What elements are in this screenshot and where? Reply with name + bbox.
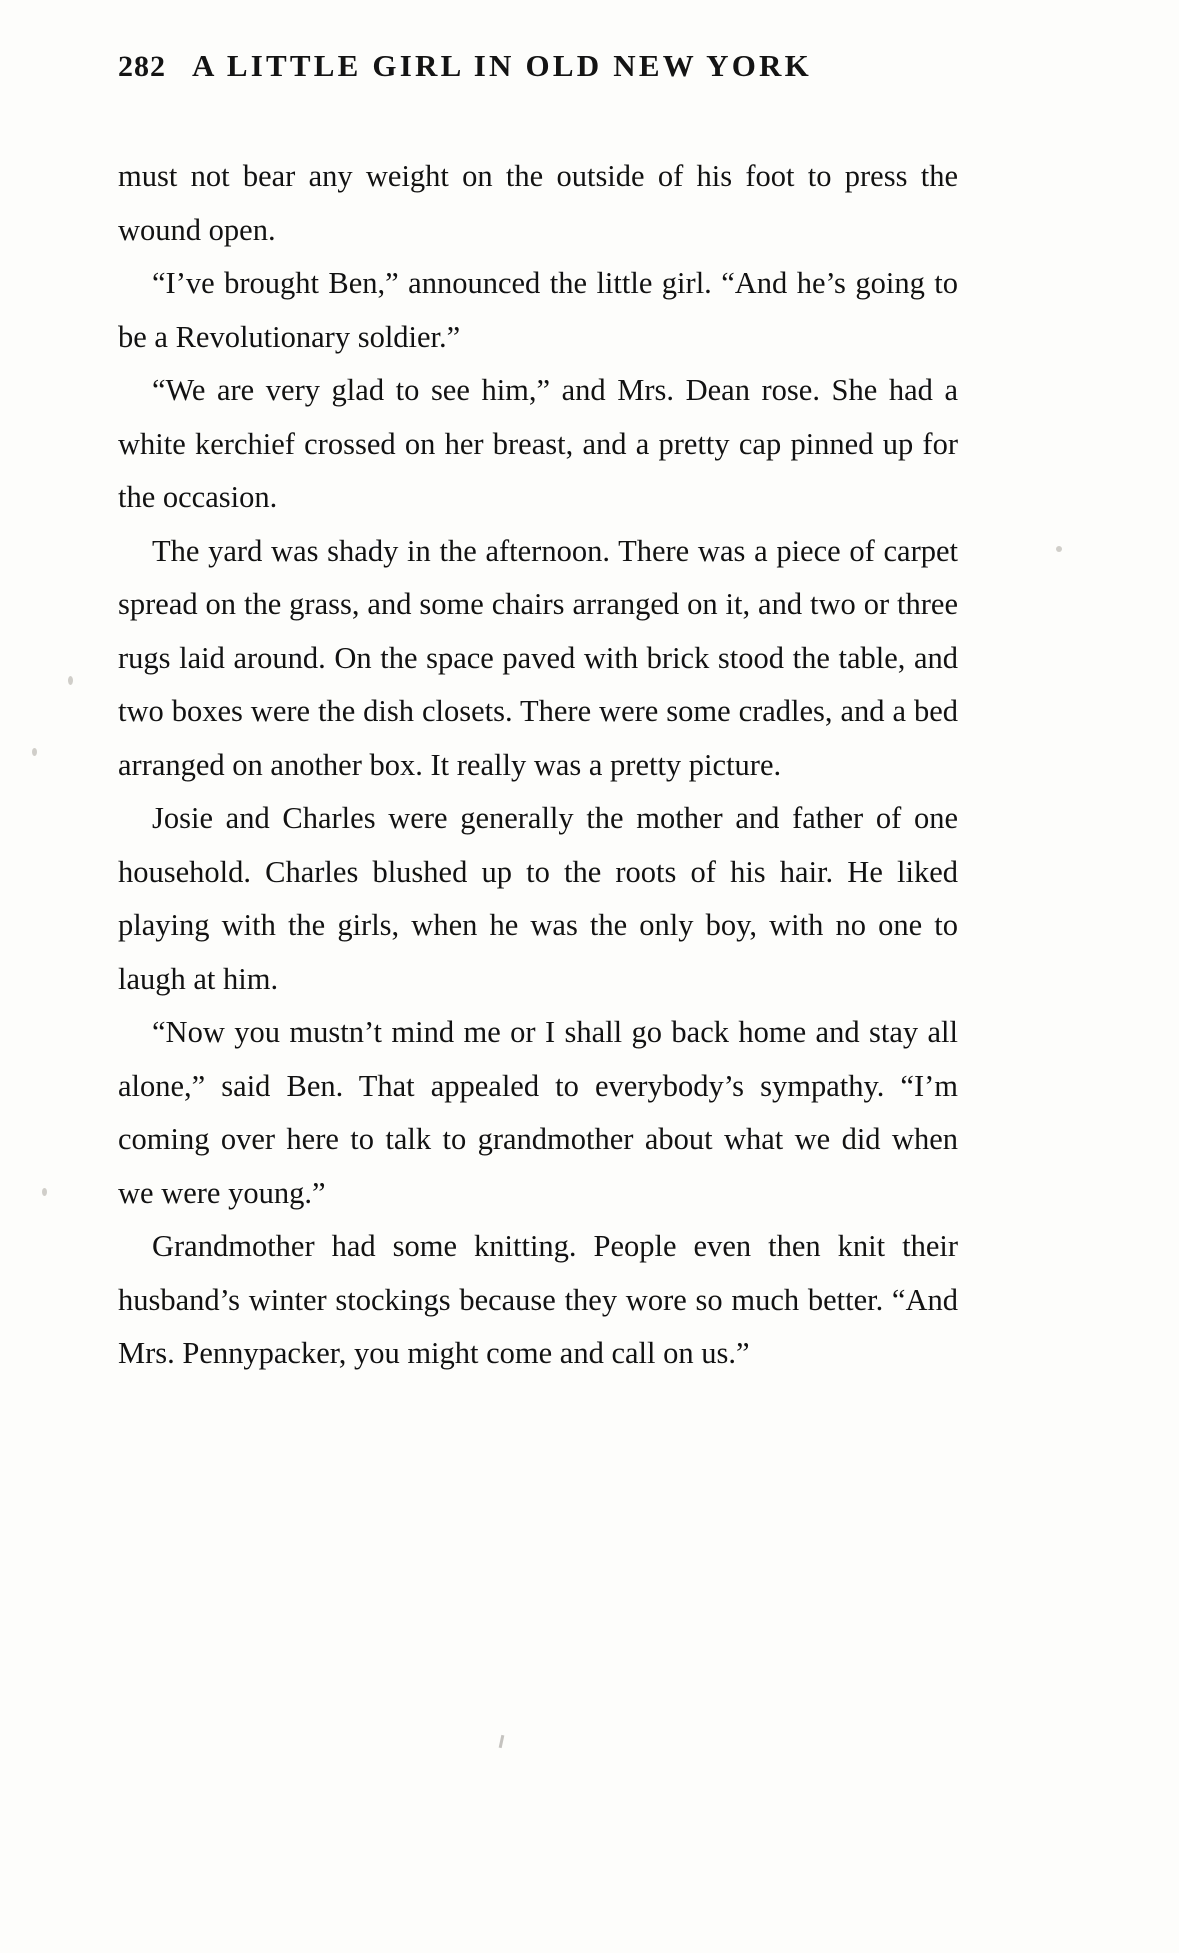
page-speckle [42,1188,47,1196]
paragraph: “We are very glad to see him,” and Mrs. Dean rose. She had a white kerchief crossed on her breast, and a pretty cap pinned up for the occasion. [118,373,958,514]
paragraph: Grandmother had some knitting. People even then knit their husband’s winter stockings because they wore so much better. “And Mrs. Pennypacker, you might come and call on us.” [118,1229,958,1370]
page-header [118,48,1068,84]
page-number: 282 [118,50,166,83]
page-speckle [32,748,37,756]
paragraph: must not bear any weight on the outside of his foot to press the wound open. [118,159,958,247]
page-speckle [1056,546,1062,552]
page-body [118,150,958,1381]
page-speckle [68,676,73,685]
paragraph: Josie and Charles were generally the mother and father of one household. Charles blushed up to the roots of his hair. He liked playing with the girls, when he was the only boy, with no one to laugh at him. [118,801,958,996]
paragraph: The yard was shady in the afternoon. There was a piece of carpet spread on the grass, and some chairs arranged on it, and two or three rugs laid around. On the space paved with brick stood the table, and two boxes were the dish closets. There were some cradles, and a bed arranged on another box. It really was a pretty picture. [118,533,958,782]
paragraph: “I’ve brought Ben,” announced the little girl. “And he’s going to be a Revolutionary soldier.” [118,266,958,354]
running-title: A LITTLE GIRL IN OLD NEW YORK [192,48,812,83]
page-edge-mark [499,1735,505,1748]
paragraph: “Now you mustn’t mind me or I shall go back home and stay all alone,” said Ben. That appealed to everybody’s sympathy. “I’m coming over here to talk to grandmother about what we did when we were young.” [118,1015,958,1210]
